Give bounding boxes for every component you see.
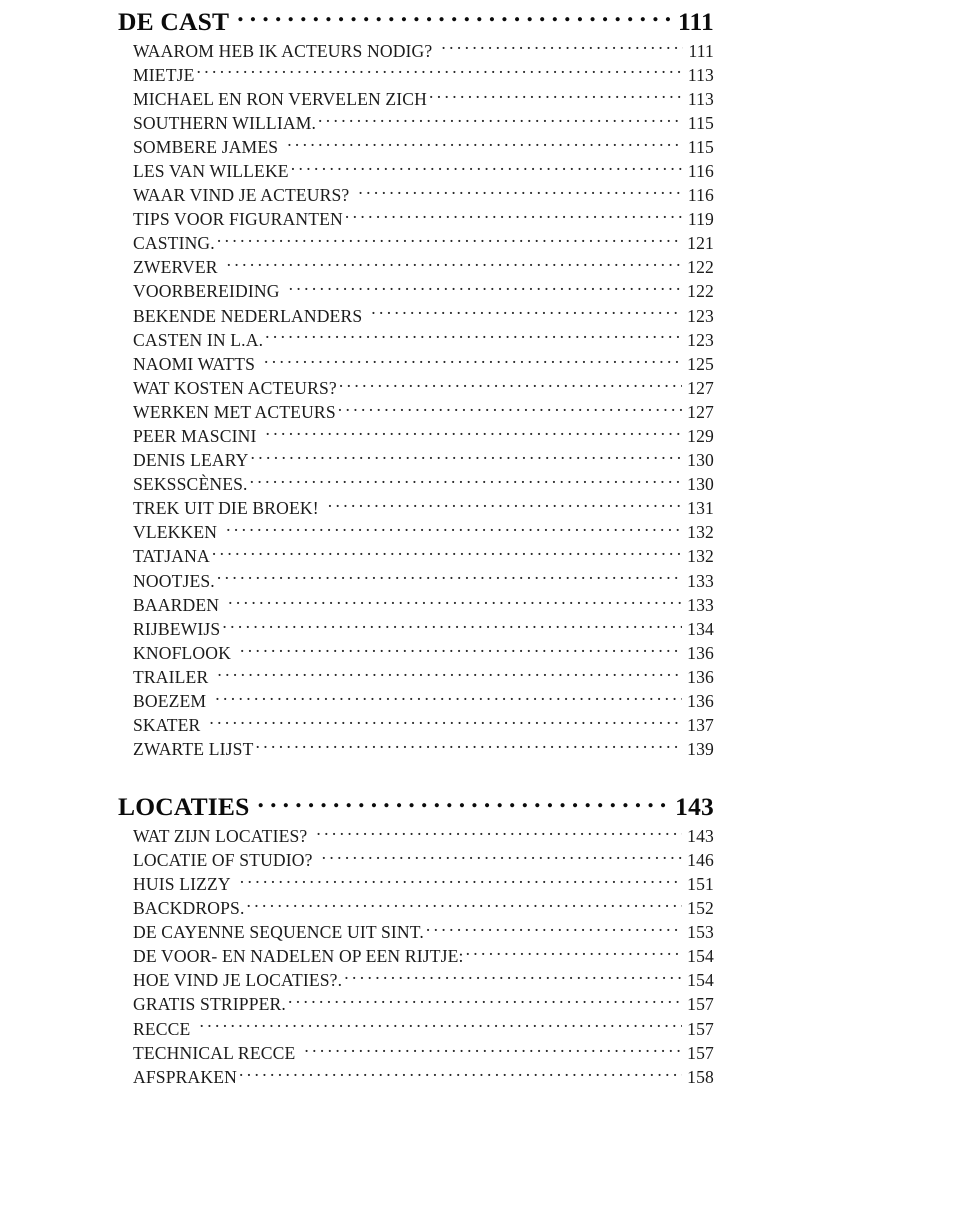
toc-section-page-number: 130 xyxy=(687,450,714,471)
toc-section-entry[interactable] xyxy=(133,1065,714,1089)
toc-chapter-title: LOCATIES xyxy=(118,791,250,821)
toc-section-title: DE CAYENNE SEQUENCE UIT SINT. xyxy=(133,922,424,943)
toc-section-entry[interactable] xyxy=(133,472,714,496)
dot-leader xyxy=(199,1017,682,1035)
toc-section-page-number: 119 xyxy=(687,209,714,230)
toc-section-entry[interactable] xyxy=(133,593,714,617)
dot-leader xyxy=(316,824,682,842)
toc-section-entry[interactable] xyxy=(133,255,714,279)
toc-section-page-number: 116 xyxy=(687,160,714,181)
dot-leader xyxy=(217,665,682,683)
toc-section-page-number: 157 xyxy=(687,994,714,1015)
toc-section-entry[interactable] xyxy=(133,872,714,896)
toc-section-title: SEKSSCÈNES. xyxy=(133,474,248,495)
dot-leader xyxy=(371,304,682,322)
toc-section-entry[interactable] xyxy=(133,520,714,544)
toc-section-entry[interactable] xyxy=(133,713,714,737)
dot-leader xyxy=(212,545,682,563)
toc-section-title: KNOFLOOK xyxy=(133,642,231,663)
toc-section-page-number: 122 xyxy=(687,281,714,302)
toc-section-page-number: 136 xyxy=(687,691,714,712)
toc-section-page-number: 137 xyxy=(687,715,714,736)
toc-section-title: HUIS LIZZY xyxy=(133,874,231,894)
toc-section-entry[interactable] xyxy=(133,304,714,328)
toc-section-title: TIPS VOOR FIGURANTEN xyxy=(133,209,343,230)
toc-section-page-number: 121 xyxy=(687,233,714,254)
toc-section-page-number: 154 xyxy=(687,946,714,967)
toc-section-page-number: 129 xyxy=(687,426,714,446)
toc-section-page-number: 134 xyxy=(687,618,714,639)
toc-section-entry[interactable] xyxy=(133,207,714,231)
dot-leader xyxy=(287,135,683,153)
toc-section-title: TREK UIT DIE BROEK! xyxy=(133,498,319,519)
dot-leader xyxy=(339,376,682,394)
toc-section-title: BEKENDE NEDERLANDERS xyxy=(133,305,363,326)
dot-leader xyxy=(251,449,683,467)
toc-section-page-number: 130 xyxy=(687,474,714,495)
toc-section-page-number: 111 xyxy=(688,40,714,61)
dot-leader xyxy=(240,641,682,659)
dot-leader xyxy=(289,280,683,298)
toc-section-page-number: 113 xyxy=(687,64,714,85)
toc-section-entry[interactable] xyxy=(133,944,714,968)
toc-section-title: BAARDEN xyxy=(133,594,220,615)
toc-section-title: BACKDROPS. xyxy=(133,898,245,919)
dot-leader xyxy=(239,1065,682,1083)
toc-section-page-number: 123 xyxy=(687,305,714,326)
toc-section-entry[interactable] xyxy=(133,1017,714,1041)
toc-section-page-number: 143 xyxy=(687,825,714,846)
toc-section-page-number: 158 xyxy=(687,1066,714,1087)
dot-leader xyxy=(209,714,682,732)
dot-leader xyxy=(250,473,683,491)
toc-chapter-page-number: 111 xyxy=(677,6,714,36)
toc-section-page-number: 153 xyxy=(687,922,714,943)
toc-section-entry[interactable] xyxy=(133,848,714,872)
toc-section-page-number: 127 xyxy=(687,401,714,422)
toc-section-page-number: 133 xyxy=(687,570,714,591)
toc-section-entry[interactable] xyxy=(133,617,714,641)
toc-section-title: TRAILER xyxy=(133,666,209,687)
dot-leader xyxy=(265,328,682,346)
dot-leader xyxy=(255,738,682,756)
toc-section-list xyxy=(118,39,714,762)
dot-leader xyxy=(429,87,683,105)
toc-section-title: PEER MASCINI xyxy=(133,426,257,446)
toc-section-entry[interactable] xyxy=(133,135,714,159)
toc-section-title: DENIS LEARY xyxy=(133,450,249,471)
dot-leader xyxy=(318,111,683,129)
dot-leader xyxy=(266,424,683,442)
dot-leader xyxy=(222,617,682,635)
toc-section-title: VLEKKEN xyxy=(133,522,218,543)
toc-section-entry[interactable] xyxy=(133,159,714,183)
toc-section-entry[interactable] xyxy=(133,183,714,207)
toc-section-title: MICHAEL EN RON VERVELEN ZICH xyxy=(133,88,428,109)
toc-section-page-number: 115 xyxy=(687,112,714,133)
toc-section-title: LOCATIE OF STUDIO? xyxy=(133,849,313,870)
toc-section-entry[interactable] xyxy=(133,1041,714,1065)
toc-section-title: WAT ZIJN LOCATIES? xyxy=(133,825,308,846)
dot-leader xyxy=(441,39,683,57)
toc-section-entry[interactable] xyxy=(133,39,714,63)
toc-section-page-number: 123 xyxy=(687,329,714,350)
toc-section-entry[interactable] xyxy=(133,968,714,992)
dot-leader xyxy=(226,521,682,539)
dot-leader xyxy=(217,569,682,587)
toc-section-entry[interactable] xyxy=(133,569,714,593)
toc-chapter-entry[interactable] xyxy=(118,789,714,822)
toc-section-entry[interactable] xyxy=(133,448,714,472)
toc-section-page-number: 157 xyxy=(687,1018,714,1039)
dot-leader xyxy=(217,232,682,250)
toc-section-title: MIETJE xyxy=(133,64,195,85)
dot-leader xyxy=(228,593,682,611)
toc-section-title: ZWARTE LIJST xyxy=(133,739,254,760)
toc-section-title: ZWERVER xyxy=(133,257,218,278)
toc-section-entry[interactable] xyxy=(133,279,714,303)
toc-section-entry[interactable] xyxy=(133,641,714,665)
dot-leader xyxy=(322,848,683,866)
toc-section-page-number: 154 xyxy=(687,970,714,991)
toc-section-title: WAAR VIND JE ACTEURS? xyxy=(133,185,350,206)
toc-section-title: WAAROM HEB IK ACTEURS NODIG? xyxy=(133,40,433,61)
toc-section-entry[interactable] xyxy=(133,665,714,689)
toc-section-page-number: 136 xyxy=(687,666,714,687)
toc-section-title: WAT KOSTEN ACTEURS? xyxy=(133,377,337,398)
toc-section-entry[interactable] xyxy=(133,352,714,376)
toc-section-title: LES VAN WILLEKE xyxy=(133,160,289,181)
toc-section-page-number: 146 xyxy=(687,849,714,870)
dot-leader xyxy=(237,4,672,30)
toc-section-title: HOE VIND JE LOCATIES?. xyxy=(133,970,343,991)
toc-section-title: WERKEN MET ACTEURS xyxy=(133,401,336,422)
dot-leader xyxy=(328,497,682,515)
toc-section-entry[interactable] xyxy=(133,376,714,400)
dot-leader xyxy=(197,63,683,81)
toc-section-page-number: 116 xyxy=(687,185,714,206)
dot-leader xyxy=(264,352,682,370)
dot-leader xyxy=(358,183,682,201)
toc-section-page-number: 132 xyxy=(687,522,714,543)
dot-leader xyxy=(240,872,682,890)
toc-section-page-number: 131 xyxy=(687,498,714,519)
toc-section-title: NOOTJES. xyxy=(133,570,215,591)
toc-section-title: CASTEN IN L.A. xyxy=(133,329,264,350)
dot-leader xyxy=(288,993,682,1011)
toc-section-entry[interactable] xyxy=(133,87,714,111)
dot-leader xyxy=(215,689,682,707)
toc-section-title: DE VOOR- EN NADELEN OP EEN RIJTJE: xyxy=(133,946,464,967)
toc-section-page-number: 157 xyxy=(687,1042,714,1063)
toc-section-title: TATJANA xyxy=(133,546,210,567)
toc-section-entry[interactable] xyxy=(133,920,714,944)
toc-section-entry[interactable] xyxy=(133,824,714,848)
dot-leader xyxy=(258,789,670,815)
dot-leader xyxy=(227,256,682,274)
toc-section-page-number: 125 xyxy=(687,353,714,374)
toc-section-page-number: 115 xyxy=(687,136,714,157)
dot-leader xyxy=(291,159,683,177)
toc-section-title: RIJBEWIJS xyxy=(133,618,221,639)
dot-leader xyxy=(344,969,682,987)
toc-section-title: RECCE xyxy=(133,1018,191,1039)
toc-section-page-number: 122 xyxy=(687,257,714,278)
toc-section-page-number: 132 xyxy=(687,546,714,567)
dot-leader xyxy=(304,1041,682,1059)
toc-section-page-number: 113 xyxy=(687,88,714,109)
toc-section-entry[interactable] xyxy=(133,424,714,448)
toc-chapter-entry[interactable] xyxy=(118,4,714,37)
dot-leader xyxy=(426,921,682,939)
toc-chapter-title: DE CAST xyxy=(118,6,230,36)
toc-chapter-page-number: 143 xyxy=(675,791,714,821)
dot-leader xyxy=(466,945,683,963)
toc-section-entry[interactable] xyxy=(133,689,714,713)
toc-section-entry[interactable] xyxy=(133,111,714,135)
toc-chapter-block xyxy=(118,4,714,761)
toc-section-entry[interactable] xyxy=(133,63,714,87)
dot-leader xyxy=(345,208,683,226)
toc-section-entry[interactable] xyxy=(133,896,714,920)
toc-section-title: NAOMI WATTS xyxy=(133,353,256,374)
toc-section-title: SOMBERE JAMES xyxy=(133,136,279,157)
toc-section-title: AFSPRAKEN xyxy=(133,1066,238,1087)
toc-section-title: CASTING. xyxy=(133,233,215,254)
toc-section-page-number: 136 xyxy=(687,642,714,663)
toc-section-title: SKATER xyxy=(133,715,201,736)
toc-section-title: TECHNICAL RECCE xyxy=(133,1042,296,1063)
toc-section-title: VOORBEREIDING xyxy=(133,281,280,302)
toc-section-entry[interactable] xyxy=(133,328,714,352)
dot-leader xyxy=(338,400,682,418)
toc-section-entry[interactable] xyxy=(133,496,714,520)
toc-section-page-number: 133 xyxy=(687,594,714,615)
toc-section-entry[interactable] xyxy=(133,400,714,424)
toc-section-entry[interactable] xyxy=(133,544,714,568)
toc-section-title: BOEZEM xyxy=(133,691,207,712)
toc-section-page-number: 151 xyxy=(687,874,714,894)
dot-leader xyxy=(247,897,683,915)
toc-section-title: SOUTHERN WILLIAM. xyxy=(133,112,317,133)
toc-section-entry[interactable] xyxy=(133,992,714,1016)
toc-section-page-number: 152 xyxy=(687,898,714,919)
toc-chapter-block xyxy=(118,789,714,1089)
toc-section-entry[interactable] xyxy=(133,737,714,761)
toc-section-entry[interactable] xyxy=(133,231,714,255)
toc-section-title: GRATIS STRIPPER. xyxy=(133,994,286,1015)
toc-section-page-number: 139 xyxy=(687,739,714,760)
toc-section-page-number: 127 xyxy=(687,377,714,398)
toc-section-list xyxy=(118,824,714,1089)
